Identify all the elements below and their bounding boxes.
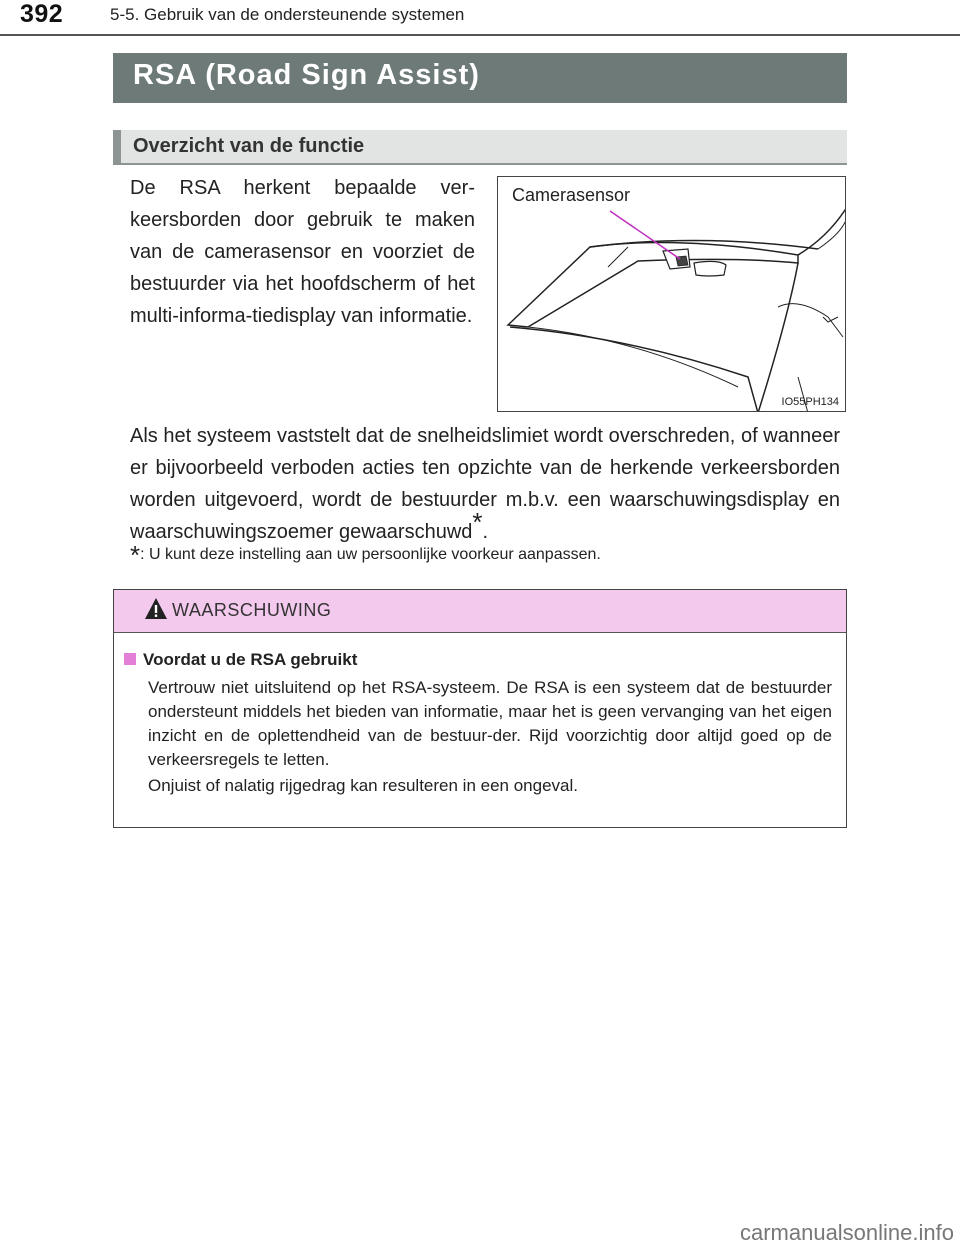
footnote-mark: * <box>472 507 483 537</box>
watermark: carmanualsonline.info <box>739 1220 954 1245</box>
square-bullet-icon <box>124 653 136 665</box>
warning-paragraph-2: Onjuist of nalatig rijgedrag kan resulteren in een ongeval. <box>148 776 578 795</box>
figure-label-camerasensor: Camerasensor <box>512 185 631 205</box>
page-number: 392 <box>20 0 64 28</box>
warning-box <box>113 589 847 828</box>
body-text: Als het systeem vaststelt dat de snelheidslimiet wordt overschreden, of wanneer er bijvoorbeeld verboden acties ten opzichte van de herkende verkeersborden worden uitgevoerd, wordt de bestuurder m.b.v. een waarschuwingsdisplay en waarschuwingszoemer gewaarschuwd <box>130 425 840 543</box>
warning-header <box>114 590 846 633</box>
section-reference: 5-5. Gebruik van de ondersteunende systemen <box>110 5 465 24</box>
section-title-bar <box>113 53 847 103</box>
figure-code: IO55PH134 <box>781 396 839 408</box>
warning-triangle-icon <box>144 597 168 621</box>
body-paragraph <box>130 420 840 548</box>
header-divider <box>0 34 960 36</box>
page-title: RSA (Road Sign Assist) <box>133 59 480 91</box>
footnote <box>130 540 850 577</box>
warning-item-title-text: Voordat u de RSA gebruikt <box>143 650 358 669</box>
subheading: Overzicht van de functie <box>133 135 365 157</box>
footnote-text: : U kunt deze instelling aan uw persoonlijke voorkeur aanpassen. <box>140 546 601 563</box>
windshield-illustration <box>498 177 846 412</box>
warning-label: WAARSCHUWING <box>172 600 332 620</box>
body-end: . <box>482 521 489 543</box>
subheading-bar <box>113 130 847 165</box>
intro-paragraph: De RSA herkent bepaalde ver-keersborden door gebruik te maken van de camerasensor en voorziet de bestuurder via het hoofdscherm of het multi-informa-tiedisplay van informatie. <box>130 177 475 327</box>
warning-item-title <box>124 650 357 670</box>
camera-sensor-figure <box>497 176 846 412</box>
subheading-accent <box>113 130 121 163</box>
footnote-star: * <box>130 540 141 570</box>
warning-paragraph-1: Vertrouw niet uitsluitend op het RSA-systeem. De RSA is een systeem dat de bestuurder ondersteunt middels het bieden van informatie, maar het is geen vervanging van het eigen inzicht en de oplettendheid van de bestuur-der. Rijd voorzichtig door altijd goed op de verkeersregels te letten. <box>148 678 832 769</box>
